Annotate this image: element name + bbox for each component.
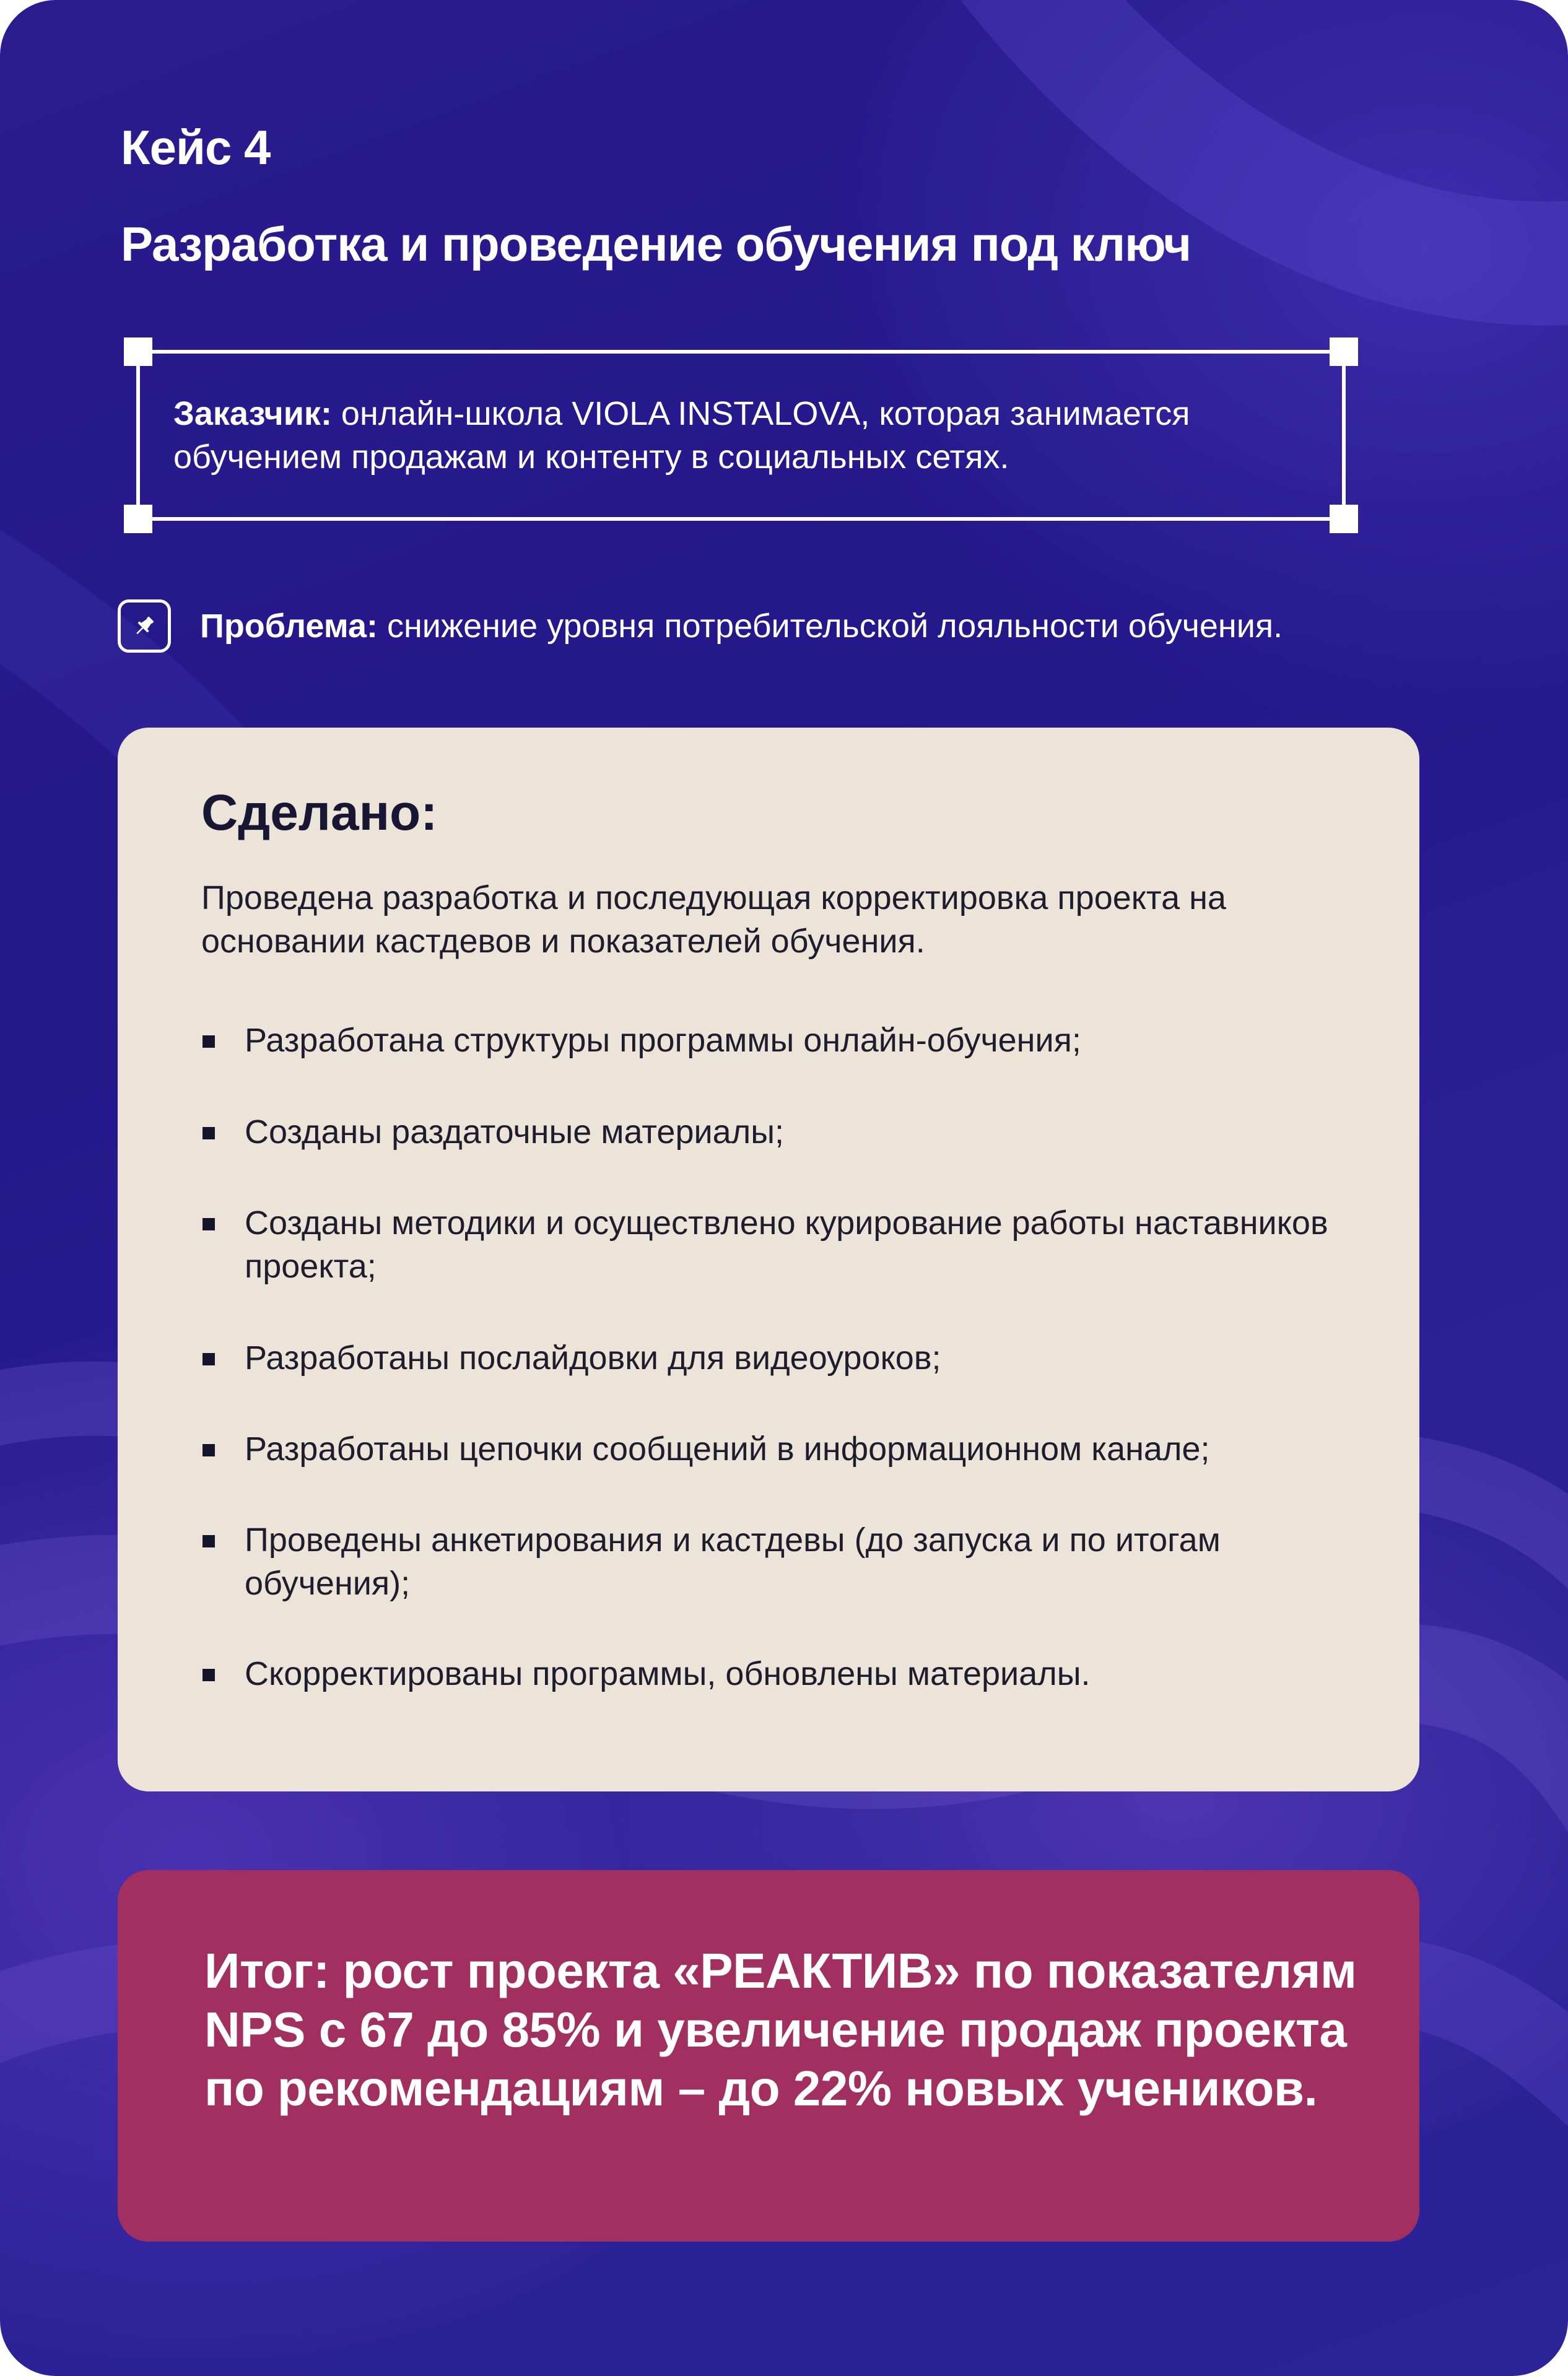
list-item-text: Проведены анкетирования и кастдевы (до запуска и по итогам обучения); xyxy=(245,1521,1221,1602)
bullet-square-icon xyxy=(203,1353,215,1365)
case-title: Разработка и проведение обучения под ключ xyxy=(121,217,1191,271)
bullet-square-icon xyxy=(203,1535,215,1547)
list-item xyxy=(201,1110,1365,1154)
problem-row xyxy=(118,599,1542,655)
frame-handle-bottom-left xyxy=(124,505,152,533)
list-item-text: Разработаны цепочки сообщений в информационном канале; xyxy=(245,1430,1210,1468)
list-item xyxy=(201,1652,1365,1695)
bullet-square-icon xyxy=(203,1444,215,1456)
list-item xyxy=(201,1201,1365,1288)
problem-text: снижение уровня потребительской лояльности обучения. xyxy=(377,607,1283,645)
frame-handle-top-right xyxy=(1330,337,1358,366)
done-card xyxy=(118,728,1419,1791)
result-text: Итог: рост проекта «РЕАКТИВ» по показателям NPS с 67 до 85% и увеличение продаж проекта по рекомендациям – до 22% новых учеников. xyxy=(204,1943,1357,2116)
client-box xyxy=(136,350,1346,521)
list-item-text: Созданы методики и осуществлено курирование работы наставников проекта; xyxy=(245,1204,1328,1285)
client-description xyxy=(173,392,1317,479)
list-item-text: Скорректированы программы, обновлены материалы. xyxy=(245,1655,1091,1692)
bullet-square-icon xyxy=(203,1218,215,1230)
list-item xyxy=(201,1019,1365,1062)
problem-label: Проблема: xyxy=(200,607,378,645)
client-text: онлайн-школа VIOLA INSTALOVA, которая занимается обучением продажам и контенту в социальных сетях. xyxy=(173,395,1190,476)
problem-description xyxy=(200,604,1283,648)
bullet-square-icon xyxy=(203,1127,215,1139)
pin-icon xyxy=(118,599,171,653)
list-item-text: Созданы раздаточные материалы; xyxy=(245,1113,785,1151)
client-label: Заказчик: xyxy=(173,395,332,432)
list-item xyxy=(201,1427,1365,1471)
list-item-text: Разработана структуры программы онлайн-обучения; xyxy=(245,1022,1081,1059)
result-card xyxy=(118,1870,1419,2242)
frame-handle-bottom-right xyxy=(1330,505,1358,533)
frame-handle-top-left xyxy=(124,337,152,366)
done-intro: Проведена разработка и последующая корректировка проекта на основании кастдевов и показателей обучения. xyxy=(201,879,1227,960)
list-item-text: Разработаны послайдовки для видеоуроков; xyxy=(245,1339,941,1377)
done-title: Сделано: xyxy=(201,785,438,841)
list-item xyxy=(201,1336,1365,1380)
case-number: Кейс 4 xyxy=(121,120,271,175)
bullet-square-icon xyxy=(203,1669,215,1681)
bullet-square-icon xyxy=(203,1035,215,1048)
list-item xyxy=(201,1518,1365,1605)
